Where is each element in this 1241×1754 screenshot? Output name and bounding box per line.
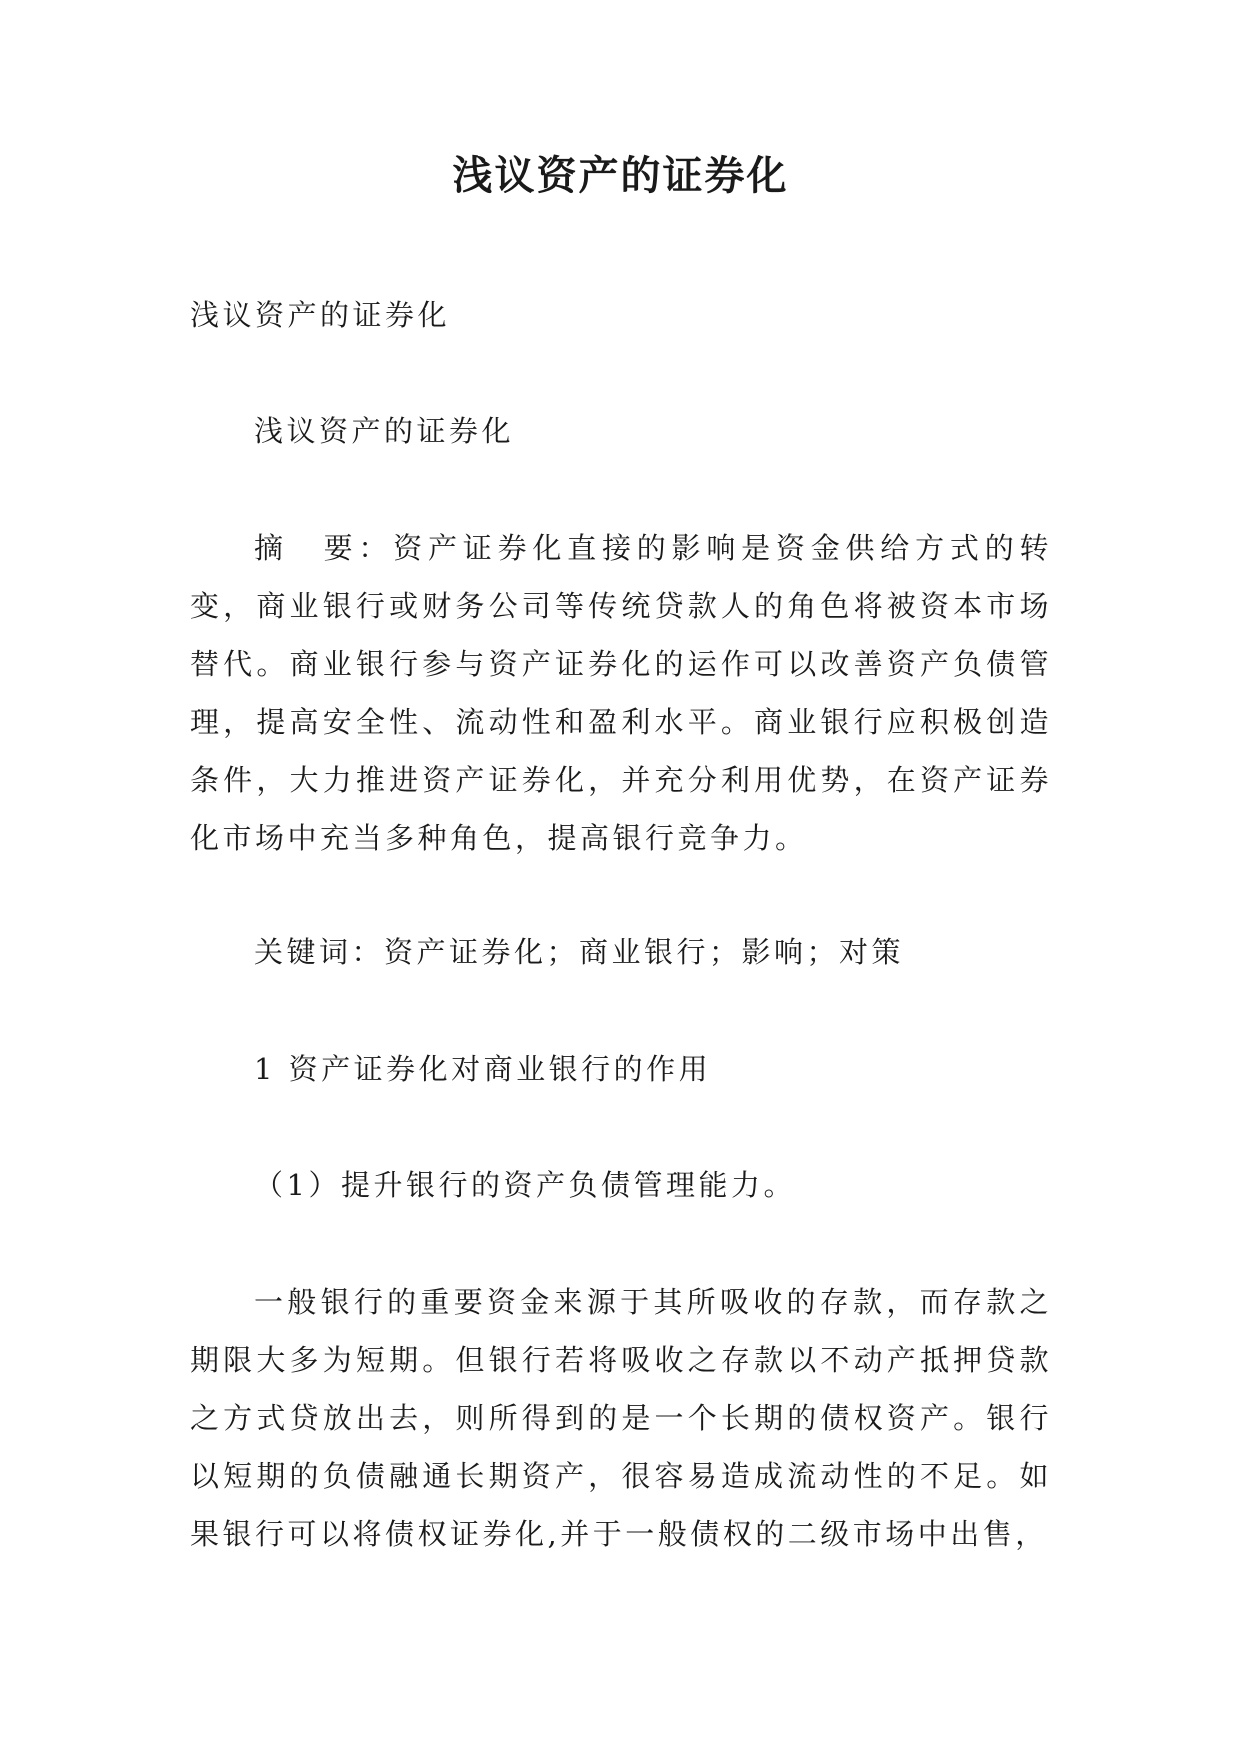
paragraph-body: 一般银行的重要资金来源于其所吸收的存款，而存款之期限大多为短期。但银行若将吸收之存款以不动产抵押贷款之方式贷放出去，则所得到的是一个长期的债权资产。银行以短期的负债融通长期资产，很容易造成流动性的不足。如果银行可以将债权证券化,并于一般债权的二级市场中出售， (190, 1285, 1052, 1551)
subsection-heading: （1）提升银行的资产负债管理能力。 (254, 1168, 796, 1202)
document-title: 浅议资产的证券化 (452, 152, 789, 199)
paragraph-subtitle: 浅议资产的证券化 (254, 414, 515, 448)
paragraph-repeat-title: 浅议资产的证券化 (190, 298, 451, 332)
paragraph-abstract: 摘 要：资产证券化直接的影响是资金供给方式的转变，商业银行或财务公司等传统贷款人的角色将被资本市场替代。商业银行参与资产证券化的运作可以改善资产负债管理，提高安全性、流动性和盈利水平。商业银行应积极创造条件，大力推进资产证券化，并充分利用优势，在资产证券化市场中充当多种角色，提高银行竞争力。 (190, 531, 1052, 855)
paragraph-keywords: 关键词：资产证券化；商业银行；影响；对策 (254, 935, 905, 969)
section-heading: 1 资产证券化对商业银行的作用 (254, 1052, 712, 1086)
